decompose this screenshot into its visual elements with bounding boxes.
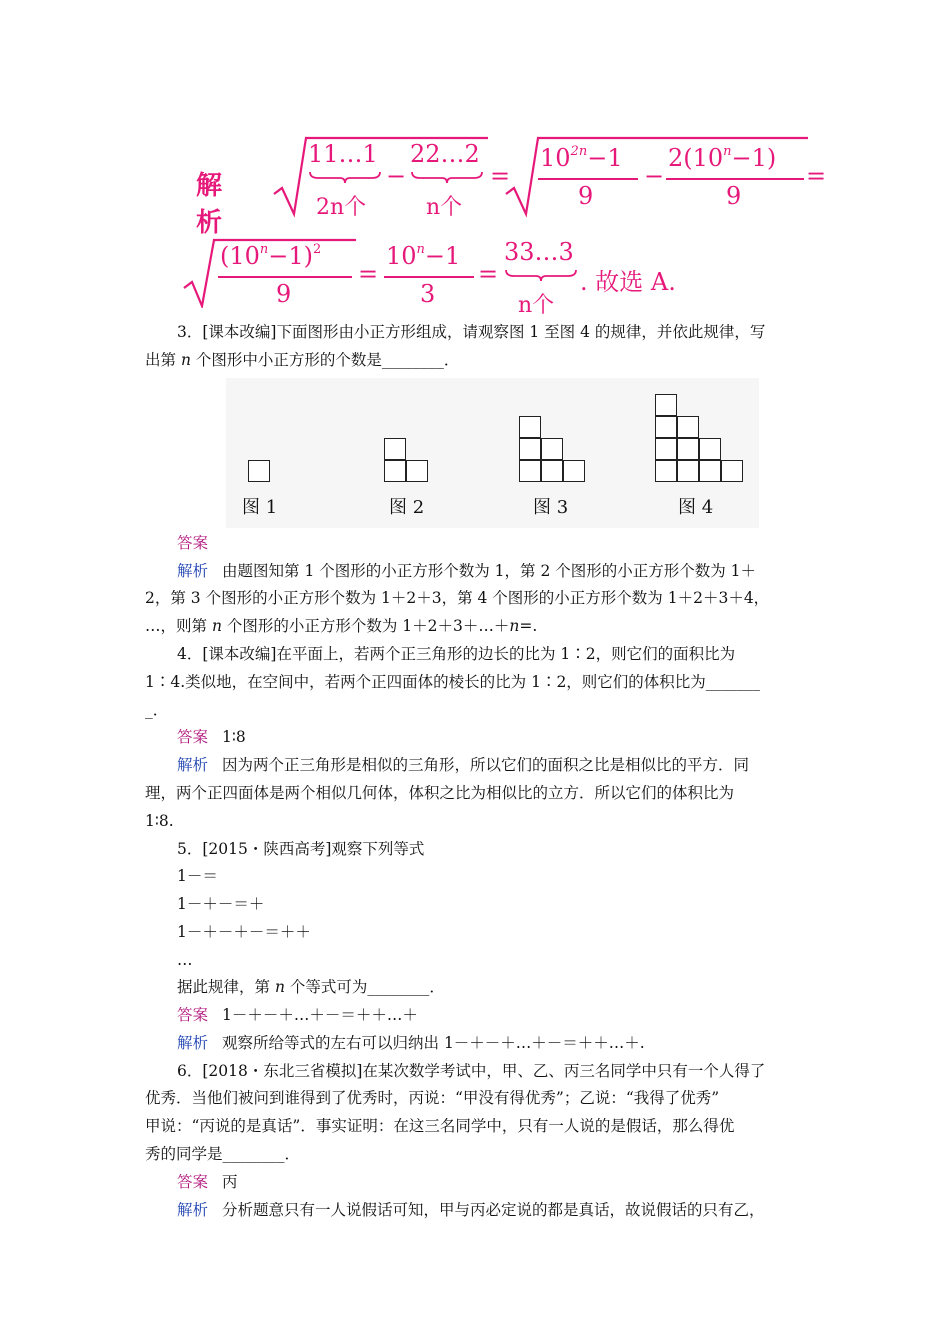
underbrace-1 (308, 170, 382, 184)
fig3-square (519, 416, 541, 438)
q3-exp2: 2，第 3 个图形的小正方形个数为 1＋2＋3，第 4 个图形的小正方形个数为 1＋2＋3＋4， (145, 589, 770, 607)
q5-eq2: 1－＋－＝＋ (177, 895, 265, 913)
frac4-bar (384, 276, 474, 278)
explanation-label: 解析 (177, 756, 209, 774)
fig4-label: 图 4 (678, 497, 714, 518)
q4-line2: 1∶4.类似地，在空间中，若两个正四面体的棱长的比为 1∶2，则它们的体积比为_______ (145, 673, 761, 691)
answer-label: 答案 (177, 728, 209, 746)
q4-line1: 4．[课本改编]在平面上，若两个正三角形的边长的比为 1∶2，则它们的面积比为 (177, 645, 736, 663)
equals-1: = (490, 162, 511, 190)
fig3-square (563, 460, 585, 482)
term2-top: 22…2 (410, 140, 480, 168)
answer-label: 答案 (177, 534, 209, 552)
q4-line3: _． (145, 701, 169, 719)
frac2-denominator: 9 (726, 182, 742, 210)
frac3-denominator: 9 (276, 280, 292, 308)
q6-line1: 6．[2018・东北三省模拟]在某次数学考试中，甲、乙、丙三名同学中只有一个人得了 (177, 1062, 766, 1080)
fig4-square (677, 460, 699, 482)
underbrace-2 (410, 170, 484, 184)
frac4-denominator: 3 (420, 280, 436, 308)
fig4-square (721, 460, 743, 482)
q6-exp: 解析 分析题意只有一人说假话可知，甲与丙必定说的都是真话，故说假话的只有乙， (177, 1201, 765, 1219)
term1-bottom: 2n个 (316, 195, 367, 220)
q5-exp: 解析 观察所给等式的左右可以归纳出 1－＋－＋…＋－＝＋＋…＋. (177, 1034, 645, 1052)
frac3-bar (218, 276, 352, 278)
q5-line1: 5．[2015・陕西高考]观察下列等式 (177, 840, 425, 858)
q5-answer: 答案 1－＋－＋…＋－＝＋＋…＋ (177, 1006, 418, 1024)
equals-3: = (358, 260, 379, 288)
fig4-square (699, 460, 721, 482)
fig2-square (384, 438, 406, 460)
q6-line3: 甲说：“丙说的是真话”．事实证明：在这三名同学中，只有一人说的是假话，那么得优 (145, 1117, 735, 1135)
answer-label: 答案 (177, 1006, 209, 1024)
frac1-bar (538, 178, 638, 180)
fig4-square (655, 394, 677, 416)
equals-2: = (806, 162, 827, 190)
result-bottom: n个 (518, 293, 555, 318)
q5-line5: 据此规律，第 n 个等式可为________． (177, 978, 445, 996)
q3-line1: 3．[课本改编]下面图形由小正方形组成，请观察图 1 至图 4 的规律，并依此规律，写 (177, 323, 766, 341)
q6-answer: 答案 丙 (177, 1173, 238, 1191)
fig4-square (677, 438, 699, 460)
minus-2: − (644, 162, 665, 190)
result-top: 33…3 (504, 238, 574, 266)
explanation-label: 解析 (177, 1034, 209, 1052)
q3-line2: 出第 n 个图形中小正方形的个数是________． (145, 351, 460, 369)
q3-exp1: 解析 由题图知第 1 个图形的小正方形个数为 1，第 2 个图形的小正方形个数为 1＋ (177, 562, 757, 580)
fig4-square (699, 438, 721, 460)
q5-eq3: 1－＋－＋－＝＋＋ (177, 923, 311, 941)
q4-exp2: 理，两个正四面体是两个相似几何体，体积之比为相似比的立方．所以它们的体积比为 (145, 784, 735, 802)
fig4-square (655, 438, 677, 460)
conclusion-text: . 故选 A. (580, 268, 676, 296)
q4-exp1: 解析 因为两个正三角形是相似的三角形，所以它们的面积之比是相似比的平方．同 (177, 756, 750, 774)
fig3-square (519, 460, 541, 482)
term1-top: 11…1 (308, 140, 378, 168)
fig3-label: 图 3 (533, 497, 569, 518)
q3-exp3: …，则第 n 个图形的小正方形个数为 1＋2＋3＋…＋n=. (145, 617, 538, 635)
fig2-square (384, 460, 406, 482)
q3-answer (177, 533, 810, 553)
frac2-numerator: $2(10^n-1)$ (668, 144, 777, 172)
frac1-numerator: $10^{2n}-1$ (540, 144, 623, 172)
fig2-label: 图 2 (389, 497, 425, 518)
q5-dots: … (177, 951, 193, 969)
q4-exp3: 1∶8. (145, 812, 174, 830)
fig3-square (541, 460, 563, 482)
q4-answer: 答案 1∶8 (177, 728, 246, 746)
q5-eq1: 1－＝ (177, 867, 218, 885)
fig1-square (248, 460, 270, 482)
fig3-square (519, 438, 541, 460)
fig2-square (406, 460, 428, 482)
fig4-square (655, 460, 677, 482)
minus-1: − (386, 162, 407, 190)
q6-line4: 秀的同学是________． (145, 1145, 301, 1163)
fig1-label: 图 1 (242, 497, 278, 518)
fig4-square (655, 416, 677, 438)
formula-label: 解析 (196, 171, 223, 238)
explanation-label: 解析 (177, 562, 209, 580)
frac1-denominator: 9 (578, 182, 594, 210)
frac4-numerator: $10^n-1$ (386, 242, 461, 270)
frac2-bar (666, 178, 804, 180)
equals-4: = (478, 260, 499, 288)
underbrace-3 (504, 268, 578, 282)
term2-bottom: n个 (426, 195, 463, 220)
explanation-label: 解析 (177, 1201, 209, 1219)
q6-line2: 优秀．当他们被问到谁得到了优秀时，丙说：“甲没有得优秀”；乙说：“我得了优秀” (145, 1089, 720, 1107)
fig4-square (677, 416, 699, 438)
fig3-square (541, 438, 563, 460)
frac3-numerator: $(10^n-1)^2$ (220, 242, 322, 270)
answer-label: 答案 (177, 1173, 209, 1191)
